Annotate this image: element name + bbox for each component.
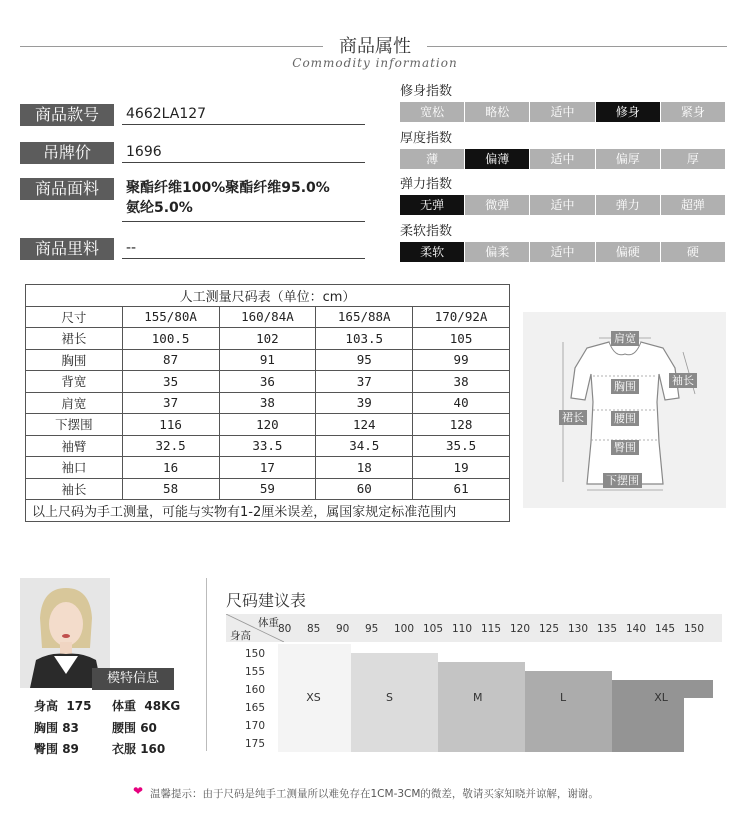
model-stat-height: 身高 175 (34, 699, 92, 713)
table-cell: 124 (316, 414, 413, 436)
weight-tick: 80 (278, 623, 292, 635)
table-header-row (26, 306, 510, 328)
weight-header (226, 614, 722, 642)
size-zone (438, 662, 525, 752)
model-info-tag: 模特信息 (92, 668, 174, 690)
height-tick: 165 (244, 702, 266, 714)
index-option: 偏厚 (596, 149, 661, 169)
index-option: 弹力 (596, 195, 661, 215)
size-zone (351, 653, 438, 752)
height-axis-label: 身高 (230, 630, 251, 642)
garment-diagram (523, 312, 726, 508)
footer-note: 温馨提示：由于尺码是纯手工测量所以难免存在1CM-3CM的微差，敬请买家知晓并谅解，谢谢。 (150, 788, 599, 800)
index-option: 硬 (661, 242, 725, 262)
index-title: 弹力指数 (400, 177, 453, 192)
size-table (25, 284, 510, 522)
garment-label-hem: 下摆围 (603, 473, 642, 488)
index-option: 偏硬 (596, 242, 661, 262)
attr-style-no (20, 104, 365, 128)
index-option: 超弹 (661, 195, 725, 215)
index-option: 适中 (530, 242, 595, 262)
table-row (26, 435, 510, 457)
table-cell: 99 (413, 349, 510, 371)
weight-tick: 145 (655, 623, 676, 635)
index-option: 微弹 (465, 195, 530, 215)
table-cell: 103.5 (316, 328, 413, 350)
table-header-cell: 170/92A (413, 306, 510, 328)
attr-label: 吊牌价 (20, 142, 114, 164)
table-cell: 120 (219, 414, 316, 436)
garment-label-shoulder: 肩宽 (611, 331, 639, 346)
table-cell: 95 (316, 349, 413, 371)
attr-price (20, 142, 365, 166)
index-bar (400, 242, 725, 262)
attr-label: 商品面料 (20, 178, 114, 200)
weight-tick: 105 (423, 623, 444, 635)
table-cell: 袖长 (26, 478, 123, 500)
index-option-selected: 无弹 (400, 195, 465, 215)
height-tick: 150 (244, 648, 266, 660)
size-zone-label: L (560, 690, 567, 704)
model-stat-weight: 体重 48KG (112, 699, 181, 713)
suggestion-title: 尺码建议表 (226, 591, 307, 610)
attr-value: 4662LA127 (122, 104, 365, 125)
table-row (26, 414, 510, 436)
height-tick: 160 (244, 684, 266, 696)
weight-tick: 150 (684, 623, 705, 635)
table-cell: 100.5 (122, 328, 219, 350)
size-zone-label: S (386, 690, 393, 704)
index-option: 适中 (530, 149, 595, 169)
table-cell: 35.5 (413, 435, 510, 457)
table-header-cell: 165/88A (316, 306, 413, 328)
index-bar (400, 149, 725, 169)
table-row (26, 328, 510, 350)
index-option: 薄 (400, 149, 465, 169)
size-zone (525, 671, 612, 752)
model-stat-waist: 腰围 60 (112, 721, 157, 735)
weight-tick: 135 (597, 623, 618, 635)
table-cell: 胸围 (26, 349, 123, 371)
table-cell: 18 (316, 457, 413, 479)
index-option-selected: 柔软 (400, 242, 465, 262)
table-cell: 102 (219, 328, 316, 350)
empty-zone (684, 698, 713, 752)
section-subtitle: Commodity information (292, 56, 458, 70)
attr-label: 商品里料 (20, 238, 114, 260)
size-table-footnote: 以上尺码为手工测量，可能与实物有1-2厘米误差，属国家规定标准范围内 (26, 500, 510, 522)
attr-label: 商品款号 (20, 104, 114, 126)
garment-label-length: 裙长 (559, 410, 587, 425)
table-cell: 肩宽 (26, 392, 123, 414)
size-zone-label: M (473, 690, 483, 704)
index-option: 偏柔 (465, 242, 530, 262)
model-stat-size: 衣服 160 (112, 742, 166, 756)
table-header-cell: 尺寸 (26, 306, 123, 328)
height-tick: 170 (244, 720, 266, 732)
table-cell: 58 (122, 478, 219, 500)
table-cell: 38 (413, 371, 510, 393)
table-cell: 17 (219, 457, 316, 479)
table-cell: 60 (316, 478, 413, 500)
model-stat-bust: 胸围 83 (34, 721, 79, 735)
table-row (26, 371, 510, 393)
table-cell: 32.5 (122, 435, 219, 457)
index-title: 修身指数 (400, 84, 453, 99)
attr-fabric (20, 178, 365, 222)
garment-label-sleeve: 袖长 (669, 373, 697, 388)
size-zone-label: XL (654, 690, 668, 704)
index-option: 适中 (530, 102, 595, 122)
attr-value-line2: 氨纶5.0% (126, 200, 193, 216)
model-stat-hip: 臀围 89 (34, 742, 79, 756)
index-bar (400, 195, 725, 215)
attr-value (122, 178, 365, 222)
table-cell: 91 (219, 349, 316, 371)
weight-tick: 85 (307, 623, 321, 635)
table-row (26, 349, 510, 371)
garment-label-chest: 胸围 (611, 379, 639, 394)
heart-icon: ❤ (133, 784, 144, 798)
size-suggestion-chart (226, 614, 722, 751)
section-divider (206, 578, 207, 751)
table-cell: 16 (122, 457, 219, 479)
table-cell: 59 (219, 478, 316, 500)
table-cell: 袖臂 (26, 435, 123, 457)
table-cell: 36 (219, 371, 316, 393)
table-cell: 背宽 (26, 371, 123, 393)
table-cell: 39 (316, 392, 413, 414)
attr-lining (20, 238, 365, 262)
table-cell: 35 (122, 371, 219, 393)
table-cell: 40 (413, 392, 510, 414)
index-option-selected: 修身 (596, 102, 661, 122)
index-option: 略松 (465, 102, 530, 122)
table-cell: 61 (413, 478, 510, 500)
weight-axis-label: 体重 (258, 617, 279, 629)
weight-tick: 110 (452, 623, 473, 635)
size-zone-label: XS (306, 690, 321, 704)
table-header-cell: 160/84A (219, 306, 316, 328)
table-cell: 33.5 (219, 435, 316, 457)
weight-tick: 120 (510, 623, 531, 635)
weight-tick: 130 (568, 623, 589, 635)
table-cell: 34.5 (316, 435, 413, 457)
index-option-selected: 偏薄 (465, 149, 530, 169)
index-bar (400, 102, 725, 122)
index-title: 柔软指数 (400, 224, 453, 239)
height-tick: 175 (244, 738, 266, 750)
table-cell: 38 (219, 392, 316, 414)
table-cell: 37 (122, 392, 219, 414)
index-option: 厚 (661, 149, 725, 169)
attr-value-line1: 聚酯纤维100%聚酯纤维95.0% (126, 180, 330, 196)
table-row (26, 392, 510, 414)
table-cell: 37 (316, 371, 413, 393)
table-cell: 116 (122, 414, 219, 436)
weight-tick: 100 (394, 623, 415, 635)
height-tick: 155 (244, 666, 266, 678)
weight-tick: 140 (626, 623, 647, 635)
size-table-title: 人工测量尺码表（单位：cm） (26, 285, 510, 307)
index-option: 宽松 (400, 102, 465, 122)
index-title: 厚度指数 (400, 131, 453, 146)
table-header-cell: 155/80A (122, 306, 219, 328)
table-cell: 87 (122, 349, 219, 371)
table-cell: 19 (413, 457, 510, 479)
weight-tick: 125 (539, 623, 560, 635)
attr-value: -- (122, 238, 365, 259)
table-row (26, 478, 510, 500)
weight-tick: 115 (481, 623, 502, 635)
index-option: 紧身 (661, 102, 725, 122)
table-cell: 128 (413, 414, 510, 436)
garment-label-hip: 臀围 (611, 440, 639, 455)
table-cell: 105 (413, 328, 510, 350)
attr-value: 1696 (122, 142, 365, 163)
table-cell: 裙长 (26, 328, 123, 350)
table-row (26, 457, 510, 479)
table-cell: 下摆围 (26, 414, 123, 436)
weight-tick: 95 (365, 623, 379, 635)
section-title: 商品属性 (339, 36, 411, 57)
table-cell: 袖口 (26, 457, 123, 479)
weight-tick: 90 (336, 623, 350, 635)
index-option: 适中 (530, 195, 595, 215)
garment-label-waist: 腰围 (611, 411, 639, 426)
